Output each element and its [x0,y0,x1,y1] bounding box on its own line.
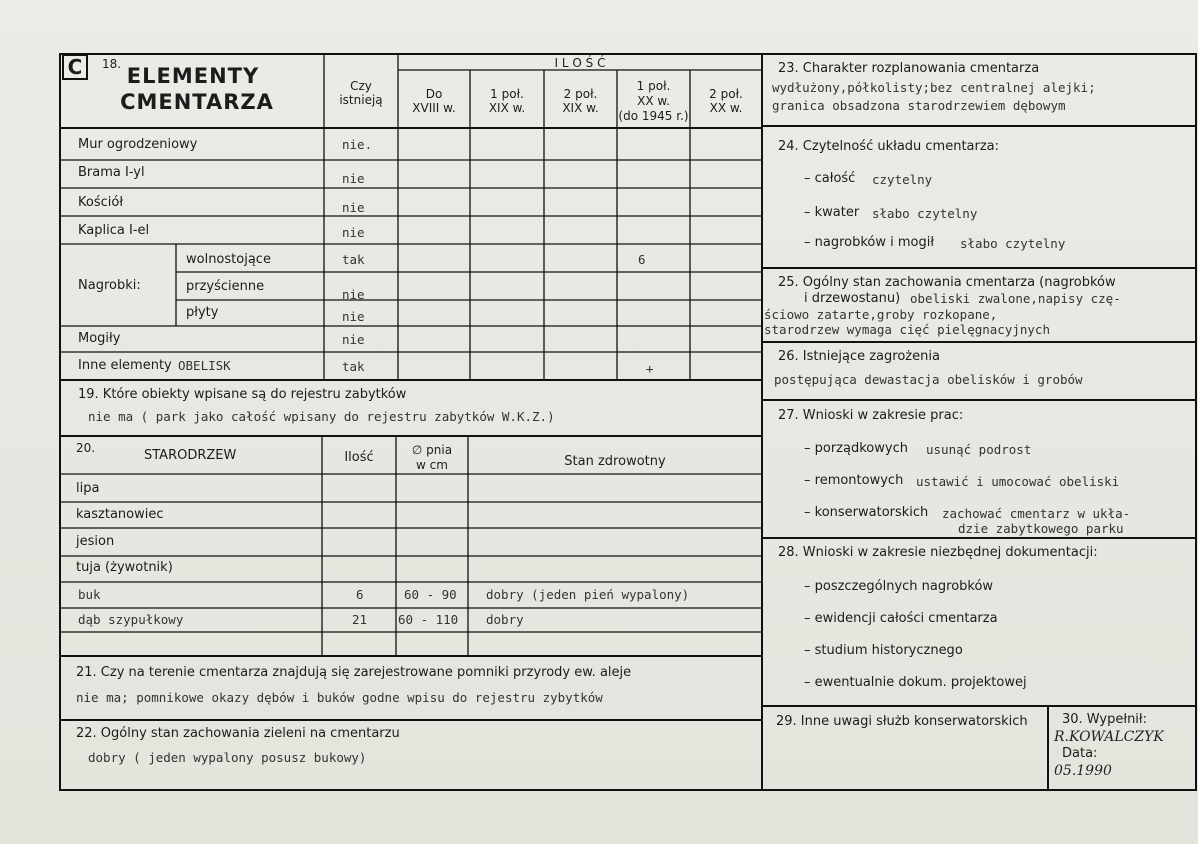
q28-item-ewidencji: – ewidencji całości cmentarza [804,611,998,626]
q20-col-pnia-line2: w cm [416,458,448,472]
q28-label: 28. Wnioski w zakresie niezbędnej dokumentacji: [778,545,1098,560]
row-label-nagrobki: Nagrobki: [78,278,141,293]
col-czy-line2: istnieją [339,93,383,107]
q25-answer-line3: starodrzew wymaga cięć pielęgnacyjnych [764,322,1050,337]
section-18-title-line2: CMENTARZA [120,90,274,114]
col-ilosc-header: I L O Ś Ć [554,56,606,70]
row-czy-mogily: nie [342,332,365,347]
q30-label: 30. Wypełnił: [1062,712,1147,727]
tree-name-lipa: lipa [76,481,100,496]
row-label-kosciol: Kościół [78,195,124,210]
tree-ilosc-dab: 21 [352,612,368,627]
row-label-plyty: płyty [186,305,219,320]
tree-ilosc-buk: 6 [356,587,364,602]
q20-title: STARODRZEW [144,448,237,463]
q27-konserwatorskich-value-line2: dzie zabytkowego parku [958,521,1124,536]
col-1pol19-line2: XIX w. [488,101,526,115]
section-18-number: 18. [102,57,122,71]
q24-calosc-label: – całość [804,171,856,186]
section-18-title-line1: ELEMENTY [126,64,260,88]
col-1pol20-line1: 1 poł. [636,79,671,93]
q26-answer: postępująca dewastacja obelisków i grobów [774,372,1083,387]
q21-label: 21. Czy na terenie cmentarza znajdują się zarejestrowane pomniki przyrody ew. aleje [76,665,632,680]
q20-col-stan: Stan zdrowotny [564,454,666,469]
q25-answer-line2: ściowo zatarte,groby rozkopane, [764,307,998,322]
tree-name-kasztanowiec: kasztanowiec [76,507,164,522]
q19-label: 19. Które obiekty wpisane są do rejestru zabytków [78,387,407,402]
row-label-przyscienne: przyścienne [186,279,265,294]
q30-date-label: Data: [1062,746,1098,761]
row-label-inne: Inne elementy [78,358,172,373]
row-czy-plyty: nie [342,309,365,324]
q20-col-pnia-line1: ∅ pnia [411,443,453,457]
q23-label: 23. Charakter rozplanowania cmentarza [778,61,1040,76]
q24-calosc-value: czytelny [872,172,933,187]
row-label-mur: Mur ogrodzeniowy [78,137,198,152]
q24-label: 24. Czytelność układu cmentarza: [778,139,1000,154]
row-label-wolnostojace: wolnostojące [186,252,271,267]
col-2pol20-line2: XX w. [709,101,743,115]
q25-label-line2: i drzewostanu) [804,291,901,306]
q30-date-value: 05.1990 [1054,763,1112,779]
q23-answer-line2: granica obsadzona starodrzewiem dębowym [772,98,1066,113]
col-2pol19-line1: 2 poł. [563,87,598,101]
row-czy-inne: tak [342,359,365,374]
row-qty-wolnostojace: 6 [638,252,646,267]
col-1pol20-line2: XX w. [637,94,670,108]
tree-name-tuja: tuja (żywotnik) [76,560,173,575]
q27-konserwatorskich-value: zachować cmentarz w ukła- [942,506,1131,521]
q22-label: 22. Ogólny stan zachowania zieleni na cmentarzu [76,726,400,741]
row-czy-przyscienne: nie [342,287,365,302]
tree-pien-buk: 60 - 90 [404,587,457,602]
tree-stan-dab: dobry [486,612,524,627]
row-label-kaplica: Kaplica I-el [78,223,150,238]
row-czy-kosciol: nie [342,200,365,215]
row-label-mogily: Mogiły [78,331,121,346]
col-1pol20-line3: (do 1945 r.) [618,109,689,123]
q25-answer-line1: obeliski zwalone,napisy czę- [910,291,1121,306]
q27-porzadkowych-label: – porządkowych [804,441,908,456]
q27-konserwatorskich-label: – konserwatorskich [804,505,929,520]
tree-name-dab: dąb szypułkowy [78,612,184,627]
row-qty-inne: + [646,361,654,376]
q27-label: 27. Wnioski w zakresie prac: [778,408,964,423]
tree-stan-buk: dobry (jeden pień wypalony) [486,587,690,602]
q25-label-line1: 25. Ogólny stan zachowania cmentarza (nagrobków [778,275,1116,290]
col-do18-line2: XVIII w. [412,101,456,115]
row-czy-wolnostojace: tak [342,252,365,267]
col-1pol19-line1: 1 poł. [490,87,524,101]
q21-answer: nie ma; pomnikowe okazy dębów i buków godne wpisu do rejestru zybytków [76,690,603,705]
q27-remontowych-label: – remontowych [804,473,904,488]
tree-name-jesion: jesion [76,534,115,549]
q24-nagrobkow-label: – nagrobków i mogił [804,235,935,250]
tree-pien-dab: 60 - 110 [398,612,459,627]
q24-kwater-value: słabo czytelny [872,206,978,221]
q28-item-projektowej: – ewentualnie dokum. projektowej [804,675,1027,690]
row-czy-mur: nie. [342,137,373,152]
q23-answer-line1: wydłużony,półkolisty;bez centralnej alejki; [772,80,1096,95]
q22-answer: dobry ( jeden wypalony posusz bukowy) [88,750,367,765]
q19-answer: nie ma ( park jako całość wpisany do rejestru zabytków W.K.Z.) [88,409,555,424]
col-2pol20-line1: 2 poł. [709,87,743,101]
q20-number: 20. [76,441,96,455]
q26-label: 26. Istniejące zagrożenia [778,349,940,364]
q24-kwater-label: – kwater [804,205,860,220]
tree-name-buk: buk [78,587,101,602]
col-2pol19-line2: XIX w. [562,101,599,115]
q29-label: 29. Inne uwagi służb konserwatorskich [776,714,1028,729]
col-czy-line1: Czy [350,79,372,93]
q20-col-ilosc: Ilość [344,450,374,465]
col-do18-line1: Do [425,87,443,101]
q24-nagrobkow-value: słabo czytelny [960,236,1066,251]
row-czy-kaplica: nie [342,225,365,240]
q28-item-nagrobkow: – poszczególnych nagrobków [804,579,994,594]
section-letter-box: C [62,54,88,80]
q27-porzadkowych-value: usunąć podrost [926,442,1032,457]
q30-signature: R.KOWALCZYK [1054,729,1164,745]
row-inne-value: OBELISK [178,358,231,373]
q27-remontowych-value: ustawić i umocować obeliski [916,474,1120,489]
row-label-brama: Brama I-yl [78,165,145,180]
row-czy-brama: nie [342,171,365,186]
q28-item-studium: – studium historycznego [804,643,963,658]
